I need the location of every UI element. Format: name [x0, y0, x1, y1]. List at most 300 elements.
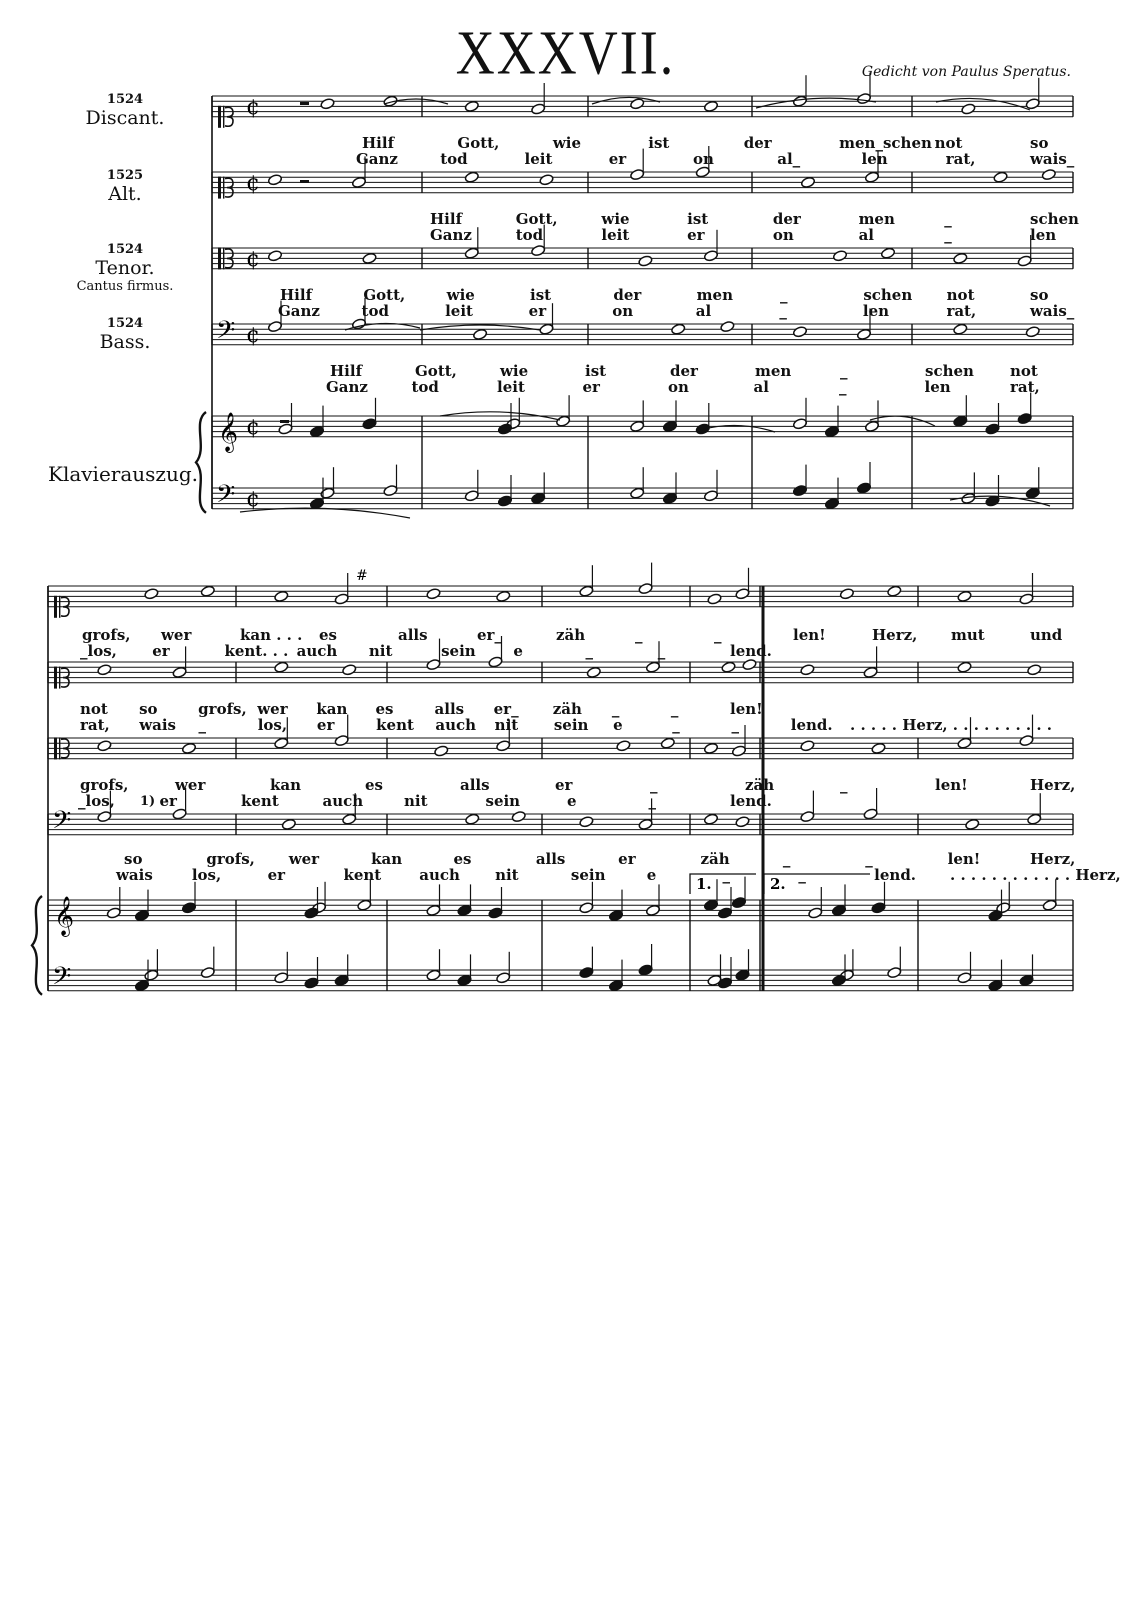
lyric-syllable: rat, — [946, 302, 977, 320]
lyric-syllable: . . . . . Herz, . . . . . . . . . . — [850, 716, 1053, 734]
lyric-syllable: er — [687, 226, 705, 244]
note-head — [824, 425, 839, 437]
lyric-syllable: ist — [648, 134, 670, 152]
lyric-syllable: . . . . . . . . . . . . Herz, — [950, 866, 1121, 884]
lyric-syllable: Hilf — [280, 286, 313, 304]
note-head — [144, 588, 159, 600]
note-head — [703, 490, 718, 502]
lyric-syllable: wer — [257, 700, 288, 718]
lyric-syllable: leit — [445, 302, 473, 320]
poet-credit: Gedicht von Paulus Speratus. — [861, 64, 1071, 80]
note-head — [703, 250, 718, 262]
note-head — [856, 92, 871, 104]
note-head — [831, 974, 846, 986]
note-head — [97, 810, 112, 822]
lyric-syllable: zäh — [700, 850, 730, 868]
lyric-syllable: kent. . . — [224, 642, 289, 660]
c-clef — [218, 247, 221, 269]
note-head — [457, 974, 472, 986]
note-head — [134, 979, 149, 991]
lyric-syllable: lend. — [730, 642, 772, 660]
lyric-syllable: nit — [404, 792, 428, 810]
note-head — [281, 818, 296, 830]
note-head — [457, 904, 472, 916]
note-head — [181, 742, 196, 754]
lyric-syllable: wer — [161, 626, 192, 644]
lyric-syllable: len — [1030, 226, 1057, 244]
note-head — [497, 495, 512, 507]
lyric-syllable: es — [319, 626, 337, 644]
lyric-syllable: rat, — [80, 716, 110, 734]
lyric-syllable: wie — [601, 210, 630, 228]
note-head — [426, 969, 441, 981]
c-clef — [59, 667, 60, 689]
note-head — [630, 487, 645, 499]
note-head — [832, 250, 847, 262]
note-head — [671, 323, 686, 335]
volta-label-1: 1. — [696, 875, 712, 893]
bass-clef: 𝄢 — [52, 961, 72, 997]
lyric-syllable: _ — [635, 626, 643, 644]
lyric-syllable: der — [670, 362, 698, 380]
lyric-syllable: kan — [270, 776, 302, 794]
c-clef — [59, 596, 60, 618]
note-head — [871, 902, 886, 914]
note-head — [735, 588, 750, 600]
lyric-syllable: Hilf — [362, 134, 395, 152]
note-head — [965, 818, 980, 830]
lyric-syllable: _ — [798, 866, 806, 884]
lyric-syllable: grofs, — [80, 776, 129, 794]
note-head — [579, 902, 594, 914]
note-head — [362, 418, 377, 430]
voice-name: Bass. — [99, 331, 151, 353]
lyric-syllable: Gott, — [363, 286, 406, 304]
note-head — [200, 966, 215, 978]
lyric-syllable: sein — [441, 642, 476, 660]
lyric-syllable: der — [613, 286, 642, 304]
lyric-syllable: grofs, — [82, 626, 131, 644]
note-head — [988, 979, 1003, 991]
note-head — [464, 171, 479, 183]
lyric-syllable: not — [934, 134, 963, 152]
note-head — [1041, 168, 1056, 180]
note-head — [645, 661, 660, 673]
time-signature: ¢ — [246, 414, 260, 440]
lyric-syllable: len — [861, 150, 888, 168]
note-head — [426, 588, 441, 600]
lyric-syllable: wie — [500, 362, 529, 380]
lyric-syllable: er — [152, 642, 170, 660]
lyric-syllable: Ganz — [430, 226, 472, 244]
piece-title: XXXVII. — [455, 18, 676, 88]
note-head — [707, 593, 722, 605]
note-head — [800, 810, 815, 822]
c-clef — [218, 177, 221, 199]
note-head — [274, 661, 289, 673]
lyric-syllable: Hilf — [430, 210, 463, 228]
note-head — [362, 252, 377, 264]
lyric-syllable: Ganz — [356, 150, 398, 168]
note-head — [434, 745, 449, 757]
lyric-syllable: kent — [376, 716, 414, 734]
note-head — [831, 904, 846, 916]
note-head — [465, 813, 480, 825]
lyric-syllable: kent — [343, 866, 382, 884]
lyric-syllable: grofs, — [206, 850, 255, 868]
lyric-syllable: men — [755, 362, 792, 380]
lyric-syllable: e — [567, 792, 577, 810]
lyric-syllable: schen — [1030, 210, 1079, 228]
c-clef — [54, 667, 57, 689]
lyric-syllable: auch — [296, 642, 338, 660]
note-head — [856, 482, 871, 494]
lyric-syllable: er — [582, 378, 600, 396]
note-head — [274, 590, 289, 602]
lyric-syllable: al — [753, 378, 769, 396]
lyric-syllable: zäh — [552, 700, 582, 718]
note-head — [1019, 734, 1034, 746]
note-head — [488, 907, 503, 919]
lyric-syllable: wie — [552, 134, 581, 152]
note-head — [1017, 412, 1032, 424]
note-head — [953, 252, 968, 264]
c-clef — [218, 106, 221, 128]
note-head — [383, 484, 398, 496]
piano-brace — [32, 896, 42, 995]
note-head — [496, 972, 511, 984]
note-head — [334, 974, 349, 986]
lyric-syllable: len! — [935, 776, 968, 794]
lyric-syllable: der — [743, 134, 772, 152]
note-head — [630, 420, 645, 432]
lyric-syllable: er — [618, 850, 636, 868]
note-head — [993, 171, 1008, 183]
note-head — [97, 740, 112, 752]
note-head — [1025, 326, 1040, 338]
lyric-syllable: _ — [779, 302, 787, 320]
lyric-syllable: alls — [398, 626, 428, 644]
lyric-syllable: not — [80, 700, 108, 718]
note-head — [106, 907, 121, 919]
note-head — [309, 425, 324, 437]
note-head — [887, 585, 902, 597]
note-head — [200, 585, 215, 597]
voice-subtitle: Cantus firmus. — [76, 279, 174, 294]
c-clef — [54, 737, 57, 759]
time-signature: ¢ — [246, 246, 260, 272]
lyric-syllable: kan — [371, 850, 403, 868]
lyric-syllable: er_ — [477, 626, 502, 644]
lyric-syllable: _ — [731, 716, 740, 734]
note-head — [824, 497, 839, 509]
lyric-syllable: _ — [840, 362, 848, 380]
lyric-syllable: es — [375, 700, 394, 718]
lyric-syllable: Herz, — [872, 626, 918, 644]
note-head — [1017, 255, 1032, 267]
voice-year: 1524 — [106, 92, 144, 107]
note-head — [800, 664, 815, 676]
lyric-syllable: on — [668, 378, 689, 396]
lyric-syllable: _ — [839, 378, 847, 396]
half-rest — [300, 180, 309, 183]
note-head — [985, 423, 1000, 435]
bass-clef: 𝄢 — [52, 805, 72, 841]
note-head — [957, 590, 972, 602]
note-head — [497, 423, 512, 435]
volta-label-2: 2. — [770, 875, 786, 893]
note-head — [800, 176, 815, 188]
note-head — [304, 907, 319, 919]
lyric-syllable: on — [772, 226, 794, 244]
note-head — [1019, 593, 1034, 605]
note-head — [579, 585, 594, 597]
lyric-syllable: und — [1030, 626, 1063, 644]
lyric-syllable: _ — [782, 850, 791, 868]
note-head — [579, 966, 594, 978]
note-head — [539, 323, 554, 335]
time-signature: ¢ — [246, 486, 260, 512]
note-head — [735, 969, 750, 981]
lyric-syllable: er — [159, 792, 177, 810]
note-head — [531, 492, 546, 504]
note-head — [1019, 974, 1034, 986]
voice-name: Discant. — [85, 107, 165, 129]
lyric-syllable: er — [555, 776, 573, 794]
note-head — [703, 899, 718, 911]
note-head — [638, 818, 653, 830]
note-head — [703, 742, 718, 754]
note-head — [957, 737, 972, 749]
note-head — [267, 174, 282, 186]
lyric-syllable: _ — [670, 700, 679, 718]
lyric-syllable: _ — [714, 626, 722, 644]
lyric-syllable: grofs, — [198, 700, 247, 718]
note-head — [808, 907, 823, 919]
lyric-syllable: tod — [361, 302, 389, 320]
lyric-syllable: mut — [951, 626, 985, 644]
note-head — [953, 323, 968, 335]
note-head — [703, 813, 718, 825]
note-head — [426, 658, 441, 670]
note-head — [586, 666, 601, 678]
note-head — [871, 742, 886, 754]
voice-year: 1524 — [106, 242, 144, 257]
note-head — [703, 100, 718, 112]
lyric-syllable: er — [316, 716, 335, 734]
note-head — [511, 810, 526, 822]
note-head — [172, 666, 187, 678]
lyric-syllable: wie — [446, 286, 475, 304]
footnote-mark: 1) — [140, 794, 156, 809]
note-head — [863, 808, 878, 820]
note-head — [638, 582, 653, 594]
lyric-syllable: Gott, — [515, 210, 558, 228]
note-head — [274, 737, 289, 749]
lyric-syllable: on — [612, 302, 634, 320]
lyric-syllable: alls — [434, 700, 465, 718]
lyric-syllable: kan . . . — [240, 626, 303, 644]
lyric-syllable: alls — [460, 776, 490, 794]
time-signature: ¢ — [246, 170, 260, 196]
note-head — [742, 658, 757, 670]
note-head — [320, 487, 335, 499]
note-head — [320, 98, 335, 110]
lyric-syllable: _ — [865, 850, 873, 868]
voice-year: 1524 — [106, 316, 144, 331]
lyric-syllable: so — [139, 700, 158, 718]
sharp-sign: # — [356, 568, 368, 584]
lyric-syllable: ist — [585, 362, 607, 380]
lyric-syllable: sein — [570, 866, 606, 884]
lyric-syllable: len! — [730, 700, 763, 718]
lyric-syllable: _ — [585, 642, 594, 660]
note-head — [953, 415, 968, 427]
note-head — [735, 816, 750, 828]
lyric-syllable: nit — [368, 642, 393, 660]
note-head — [630, 168, 645, 180]
lyric-syllable: alls — [535, 850, 566, 868]
lyric-syllable: nit — [495, 866, 519, 884]
treble-clef: 𝄞 — [218, 411, 239, 452]
note-head — [957, 972, 972, 984]
lyric-syllable: Herz, — [1030, 776, 1076, 794]
lyric-syllable: _ — [840, 776, 848, 794]
lyric-syllable: not — [1010, 362, 1038, 380]
lyric-syllable: er — [528, 302, 547, 320]
lyric-syllable: schen — [925, 362, 974, 380]
c-clef — [223, 106, 224, 128]
lyric-syllable: _ — [944, 210, 952, 228]
lyric-syllable: sein — [553, 716, 589, 734]
note-head — [342, 664, 357, 676]
note-head — [792, 484, 807, 496]
note-head — [887, 966, 902, 978]
voice-name: Tenor. — [95, 257, 155, 279]
note-head — [731, 896, 746, 908]
note-head — [488, 656, 503, 668]
lyric-syllable: _ — [198, 716, 206, 734]
half-rest — [300, 102, 309, 105]
note-head — [717, 907, 732, 919]
lyric-syllable: leit — [497, 378, 525, 396]
note-head — [357, 899, 372, 911]
note-head — [1027, 813, 1042, 825]
lyric-syllable: sein — [485, 792, 521, 810]
half-rest — [280, 420, 289, 423]
note-head — [496, 740, 511, 752]
lyric-syllable: tod — [411, 378, 439, 396]
note-head — [97, 664, 112, 676]
lyric-syllable: al — [858, 226, 874, 244]
note-head — [473, 328, 488, 340]
note-head — [792, 95, 807, 107]
note-head — [720, 320, 735, 332]
note-head — [464, 247, 479, 259]
slur — [240, 508, 410, 518]
time-signature: ¢ — [246, 94, 260, 120]
lyric-syllable: e — [513, 642, 523, 660]
lyric-syllable: men_schen — [839, 134, 932, 152]
note-head — [539, 174, 554, 186]
lyric-syllable: es — [453, 850, 472, 868]
lyric-syllable: los, — [191, 866, 222, 884]
lyric-syllable: er — [267, 866, 286, 884]
lyric-syllable: leit — [524, 150, 553, 168]
lyric-syllable: not — [946, 286, 975, 304]
lyric-syllable: _ — [944, 226, 952, 244]
note-head — [531, 244, 546, 256]
treble-clef: 𝄞 — [54, 895, 75, 936]
lyric-syllable: _los, — [80, 642, 117, 660]
note-head — [880, 247, 895, 259]
piano-reduction-label: Klavierauszug. — [48, 462, 198, 486]
c-clef — [59, 737, 60, 759]
note-head — [181, 902, 196, 914]
lyric-syllable: wer — [288, 850, 320, 868]
lyric-syllable: _ — [780, 286, 788, 304]
note-head — [426, 904, 441, 916]
lyric-syllable: Gott, — [415, 362, 457, 380]
note-head — [961, 103, 976, 115]
note-head — [134, 909, 149, 921]
lyric-syllable: on — [693, 150, 714, 168]
note-head — [531, 103, 546, 115]
lyric-syllable: e — [646, 866, 657, 884]
lyric-syllable: Herz, — [1030, 850, 1076, 868]
lyric-syllable: tod — [440, 150, 468, 168]
note-head — [278, 423, 293, 435]
note-head — [342, 813, 357, 825]
note-head — [864, 171, 879, 183]
lyric-syllable: es — [365, 776, 383, 794]
note-head — [496, 590, 511, 602]
note-head — [608, 909, 623, 921]
piano-brace — [196, 412, 206, 513]
lyric-syllable: len! — [947, 850, 981, 868]
note-head — [1025, 487, 1040, 499]
note-head — [267, 250, 282, 262]
lyric-syllable: Ganz — [278, 302, 320, 320]
lyric-syllable: so — [1030, 286, 1049, 304]
lyric-syllable: kan — [316, 700, 348, 718]
lyric-syllable: wais — [139, 716, 176, 734]
note-head — [267, 320, 282, 332]
lyric-syllable: kent — [241, 792, 279, 810]
bass-clef: 𝄢 — [216, 479, 236, 515]
note-head — [1027, 664, 1042, 676]
note-head — [464, 100, 479, 112]
lyric-syllable: ist — [687, 210, 709, 228]
note-head — [800, 740, 815, 752]
c-clef — [54, 596, 57, 618]
lyric-syllable: lend. — [874, 866, 917, 884]
lyric-syllable: ist — [530, 286, 552, 304]
lyric-syllable: tod — [515, 226, 544, 244]
lyric-syllable: _ — [657, 642, 666, 660]
note-head — [662, 420, 677, 432]
lyric-syllable: nit — [494, 716, 519, 734]
note-head — [856, 328, 871, 340]
note-head — [616, 740, 631, 752]
lyric-syllable: _ — [648, 792, 656, 810]
note-head — [792, 418, 807, 430]
note-head — [839, 588, 854, 600]
voice-name: Alt. — [108, 183, 142, 205]
lyric-syllable: leit — [601, 226, 630, 244]
lyric-syllable: e — [613, 716, 623, 734]
lyric-syllable: Ganz — [326, 378, 368, 396]
